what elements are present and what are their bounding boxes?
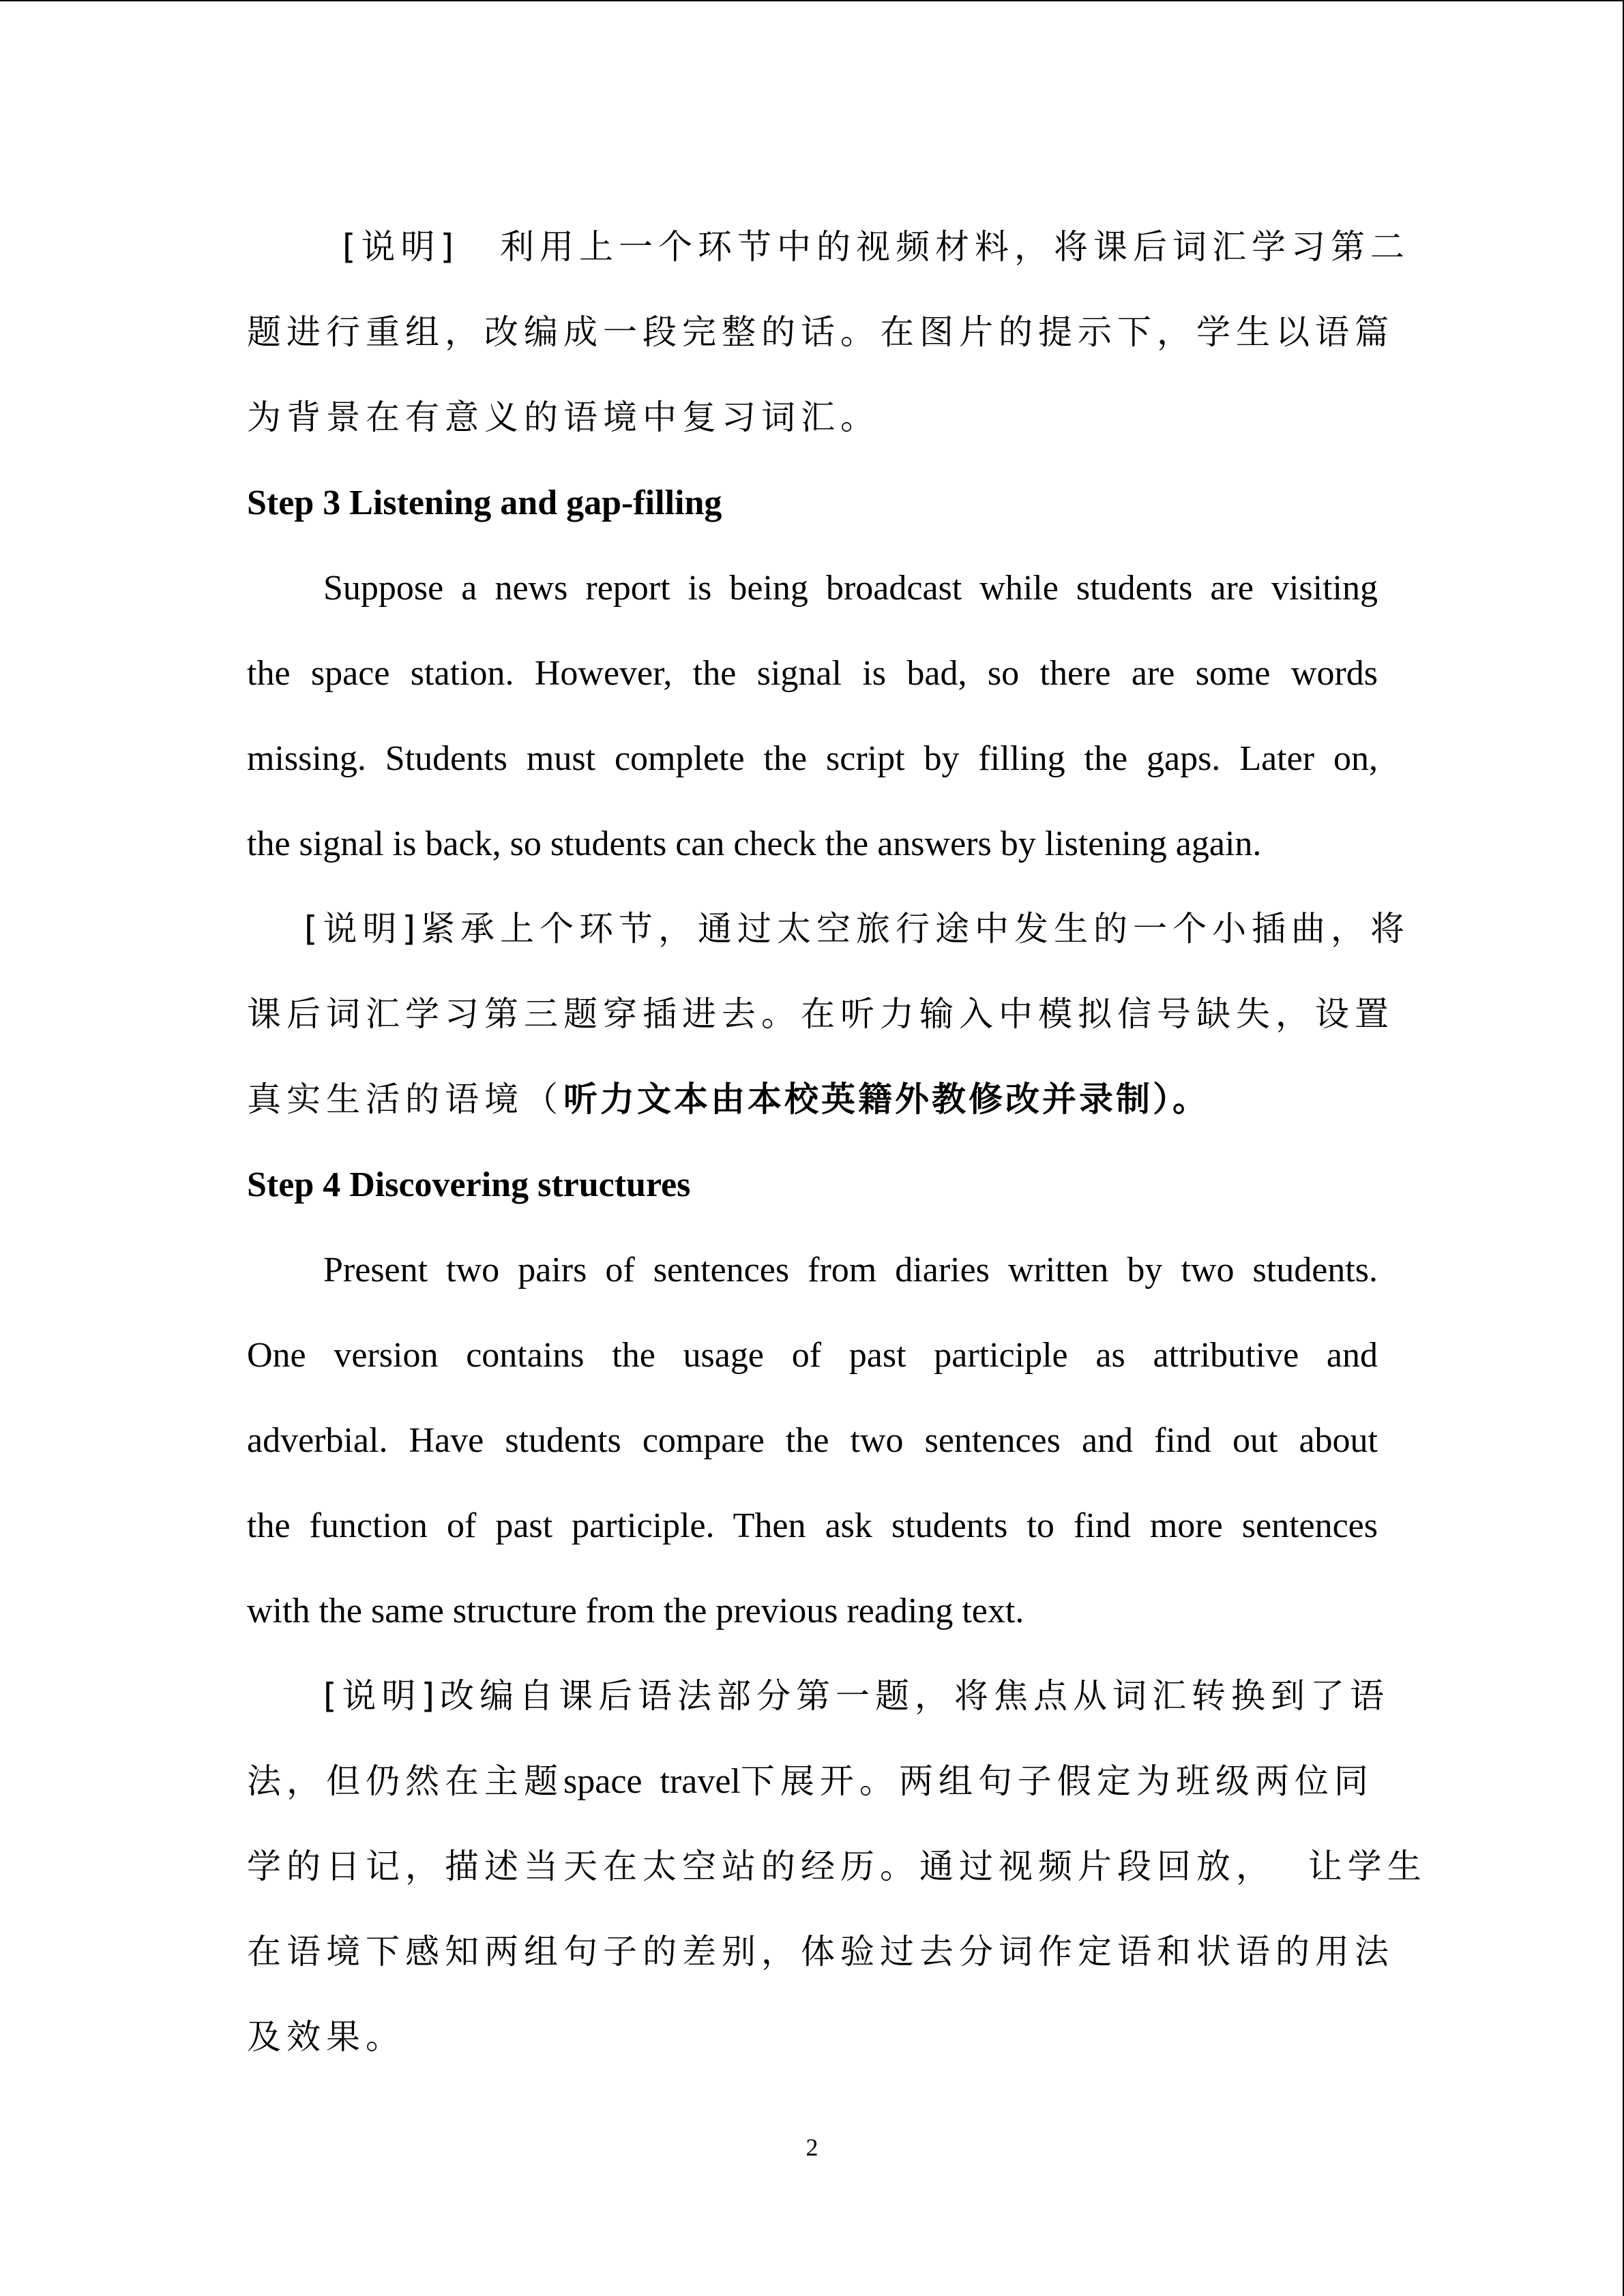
step4-note-after: 下展开。两组句子假定为班级两位同 — [740, 1761, 1374, 1801]
note-text: 利用上一个环节中的视频材料，将课后词汇学习第二 — [500, 227, 1411, 267]
step3-text-line: the space station. However, the signal is bad, so there are some words — [247, 654, 1378, 693]
step3-note-line — [247, 1057, 1378, 1142]
step4-note-line: [说明]改编自课后语法部分第一题，将焦点从词汇转换到了语 — [323, 1676, 1390, 1716]
step3-heading: Step 3 Listening and gap-filling — [247, 483, 722, 522]
step4-note-before: 法，但仍然在主题 — [247, 1761, 563, 1801]
step3-note-line: [说明]紧承上个环节，通过太空旅行途中发生的一个小插曲，将 — [304, 909, 1411, 949]
step4-text-line: adverbial. Have students compare the two sentences and find out about — [247, 1421, 1378, 1460]
step4-text-line: with the same structure from the previous reading text. — [247, 1592, 1024, 1630]
step4-note-line: 在语境下感知两组句子的差别，体验过去分词作定语和状语的用法 — [247, 1932, 1394, 1971]
page-number: 2 — [806, 2134, 818, 2161]
note-line — [247, 205, 1411, 290]
step3-text-line: missing. Students must complete the script by filling the gaps. Later on, — [247, 739, 1378, 778]
step4-heading: Step 4 Discovering structures — [247, 1165, 691, 1204]
step4-text-line: Present two pairs of sentences from diaries written by two students. — [323, 1251, 1378, 1289]
note-label: [说明] — [342, 227, 460, 267]
step3-note-line: 课后词汇学习第三题穿插进去。在听力输入中模拟信号缺失，设置 — [247, 994, 1394, 1034]
step3-note-plain: 真实生活的语境（ — [247, 1079, 563, 1119]
note-line: 为背景在有意义的语境中复习词汇。 — [247, 398, 880, 437]
step3-text-line: the signal is back, so students can check the answers by listening again. — [247, 824, 1262, 863]
note-line: 题进行重组，改编成一段完整的话。在图片的提示下，学生以语篇 — [247, 312, 1394, 352]
step4-text-line: the function of past participle. Then ask students to find more sentences — [247, 1506, 1378, 1545]
step3-text-line: Suppose a news report is being broadcast while students are visiting — [323, 569, 1378, 608]
step4-note-line: 及效果。 — [247, 2017, 405, 2057]
step4-note-english: space travel — [563, 1762, 741, 1801]
step4-note-line — [247, 1739, 1378, 1824]
step4-note-line: 学的日记，描述当天在太空站的经历。通过视频片段回放， 让学生 — [247, 1847, 1427, 1886]
step3-note-bold: 听力文本由本校英籍外教修改并录制）。 — [563, 1079, 1209, 1119]
step4-text-line: One version contains the usage of past participle as attributive and — [247, 1336, 1378, 1375]
